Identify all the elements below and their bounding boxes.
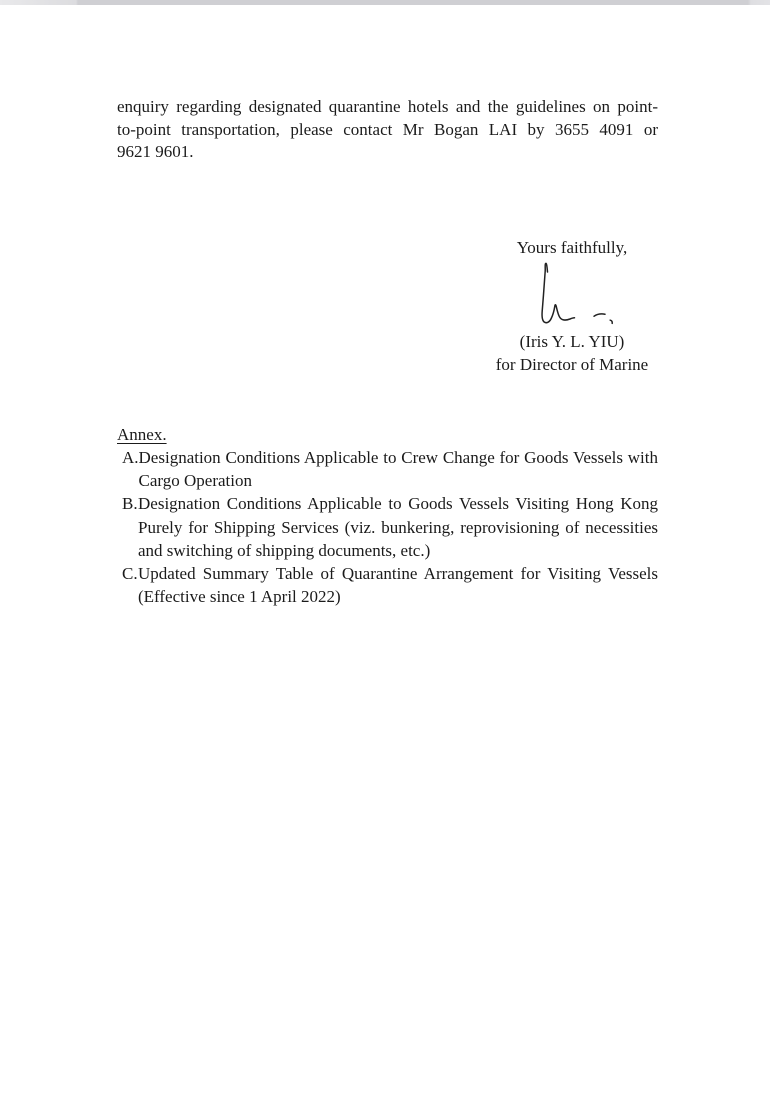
annex-item-label: C. [122, 564, 138, 584]
annex-item-line: Cargo Operation [138, 471, 252, 491]
annex-item-line: Designation Conditions Applicable to Goods Vessels Visiting Hong Kong [138, 494, 658, 514]
annex-heading [117, 424, 167, 447]
annex-item-text [138, 492, 658, 562]
page-top-edge [0, 0, 770, 5]
annex-heading-text: Annex. [117, 425, 167, 444]
annex-item-line: Designation Conditions Applicable to Crew Change for Goods Vessels with [138, 448, 658, 467]
annex-list [122, 446, 658, 608]
signatory-title: for Director of Marine [495, 354, 649, 374]
annex-item-line: and switching of shipping documents, etc.) [138, 540, 431, 560]
signatory-name: (Iris Y. L. YIU) [519, 332, 625, 351]
paragraph-line: to-point transportation, please contact Mr Bogan LAI by 3655 4091 or [117, 119, 658, 139]
annex-item-line: Updated Summary Table of Quarantine Arrangement for Visiting Vessels [138, 564, 658, 584]
handwritten-signature-icon [527, 254, 642, 334]
valediction-text: Yours faithfully, [516, 238, 628, 257]
body-paragraph [117, 96, 658, 164]
annex-item [122, 492, 658, 562]
paragraph-line: 9621 9601. [117, 142, 194, 161]
annex-item-text [139, 446, 658, 492]
annex-item-line: Purely for Shipping Services (viz. bunkering, reprovisioning of necessities [138, 517, 658, 537]
paragraph-line: enquiry regarding designated quarantine hotels and the guidelines on point- [117, 97, 658, 116]
annex-item [122, 446, 658, 492]
annex-item-label: A. [122, 448, 139, 467]
annex-item [122, 562, 658, 608]
annex-item-line: (Effective since 1 April 2022) [138, 587, 341, 607]
annex-item-text [138, 562, 658, 608]
annex-item-label: B. [122, 494, 138, 514]
